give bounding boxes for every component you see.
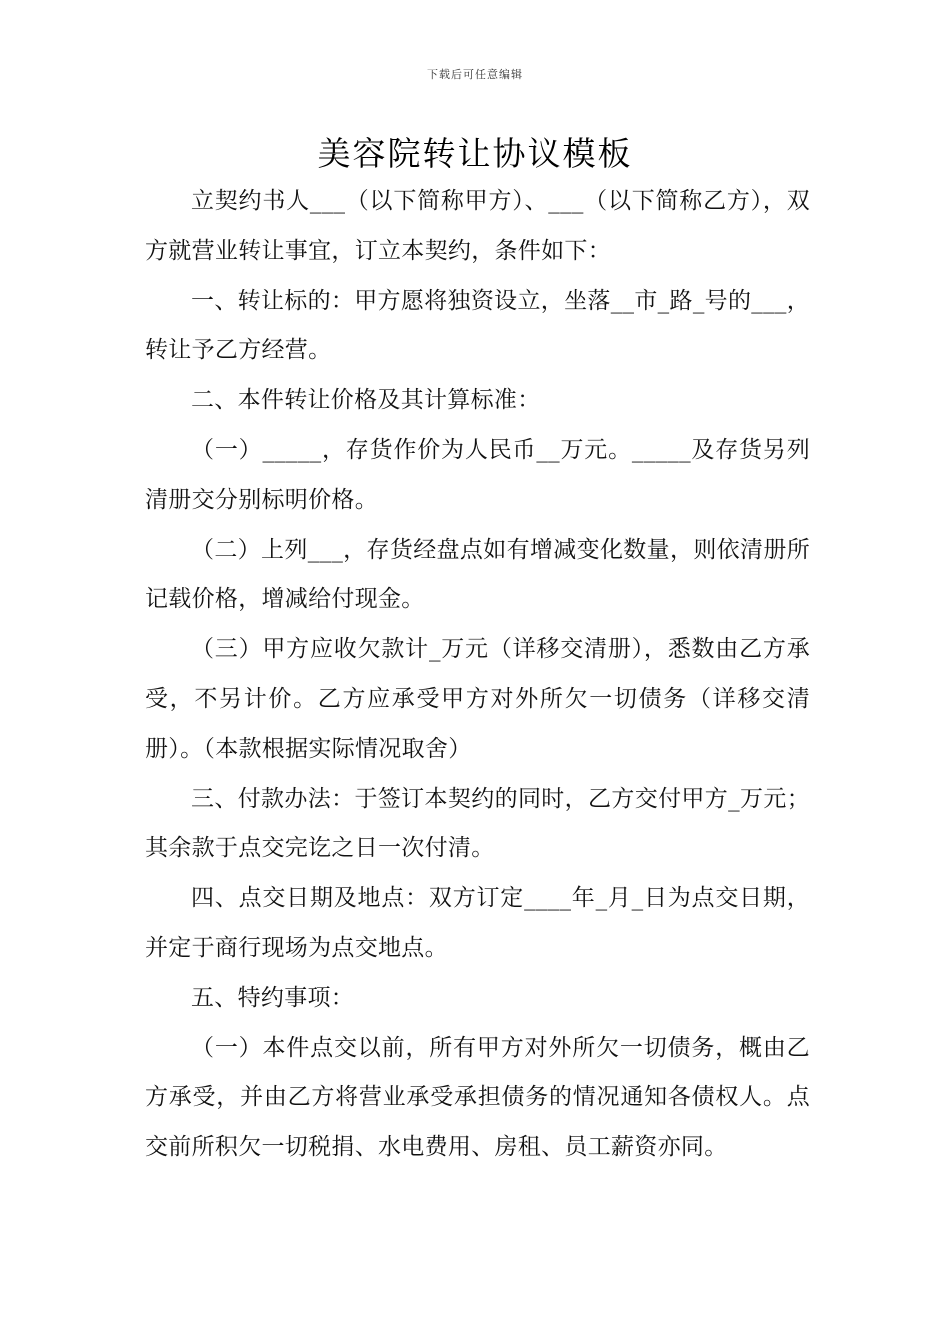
paragraph-price-item-1: （一）_____，存货作价为人民币__万元。_____及存货另列清册交分别标明价格。 [145, 436, 810, 513]
header-note: 下载后可任意编辑 [427, 68, 523, 81]
document-body [145, 177, 810, 1173]
paragraph-price-item-3: （三）甲方应收欠款计_万元（详移交清册），悉数由乙方承受，不另计价。乙方应承受甲方对外所欠一切债务（详移交清册）。（本款根据实际情况取舍） [145, 636, 810, 762]
paragraph-special-heading: 五、特约事项： [191, 984, 355, 1011]
paragraph-price-heading: 二、本件转让价格及其计算标准： [191, 387, 541, 414]
paragraph-price-item-2: （二）上列___，存货经盘点如有增减变化数量，则依清册所记载价格，增减给付现金。 [145, 536, 810, 613]
paragraph-transfer-subject: 一、转让标的：甲方愿将独资设立，坐落__市_路_号的___，转让予乙方经营。 [145, 287, 810, 364]
document-title: 美容院转让协议模板 [317, 134, 633, 173]
paragraph-parties: 立契约书人___（以下简称甲方）、___（以下简称乙方），双方就营业转让事宜，订立本契约，条件如下： [145, 188, 810, 264]
paragraph-payment: 三、付款办法：于签订本契约的同时，乙方交付甲方_万元；其余款于点交完讫之日一次付清。 [145, 785, 810, 862]
paragraph-handover-date: 四、点交日期及地点：双方订定____年_月_日为点交日期，并定于商行现场为点交地点。 [145, 885, 810, 961]
paragraph-special-item-1: （一）本件点交以前，所有甲方对外所欠一切债务，概由乙方承受，并由乙方将营业承受承担债务的情况通知各债权人。点交前所积欠一切税捐、水电费用、房租、员工薪资亦同。 [145, 1034, 810, 1161]
